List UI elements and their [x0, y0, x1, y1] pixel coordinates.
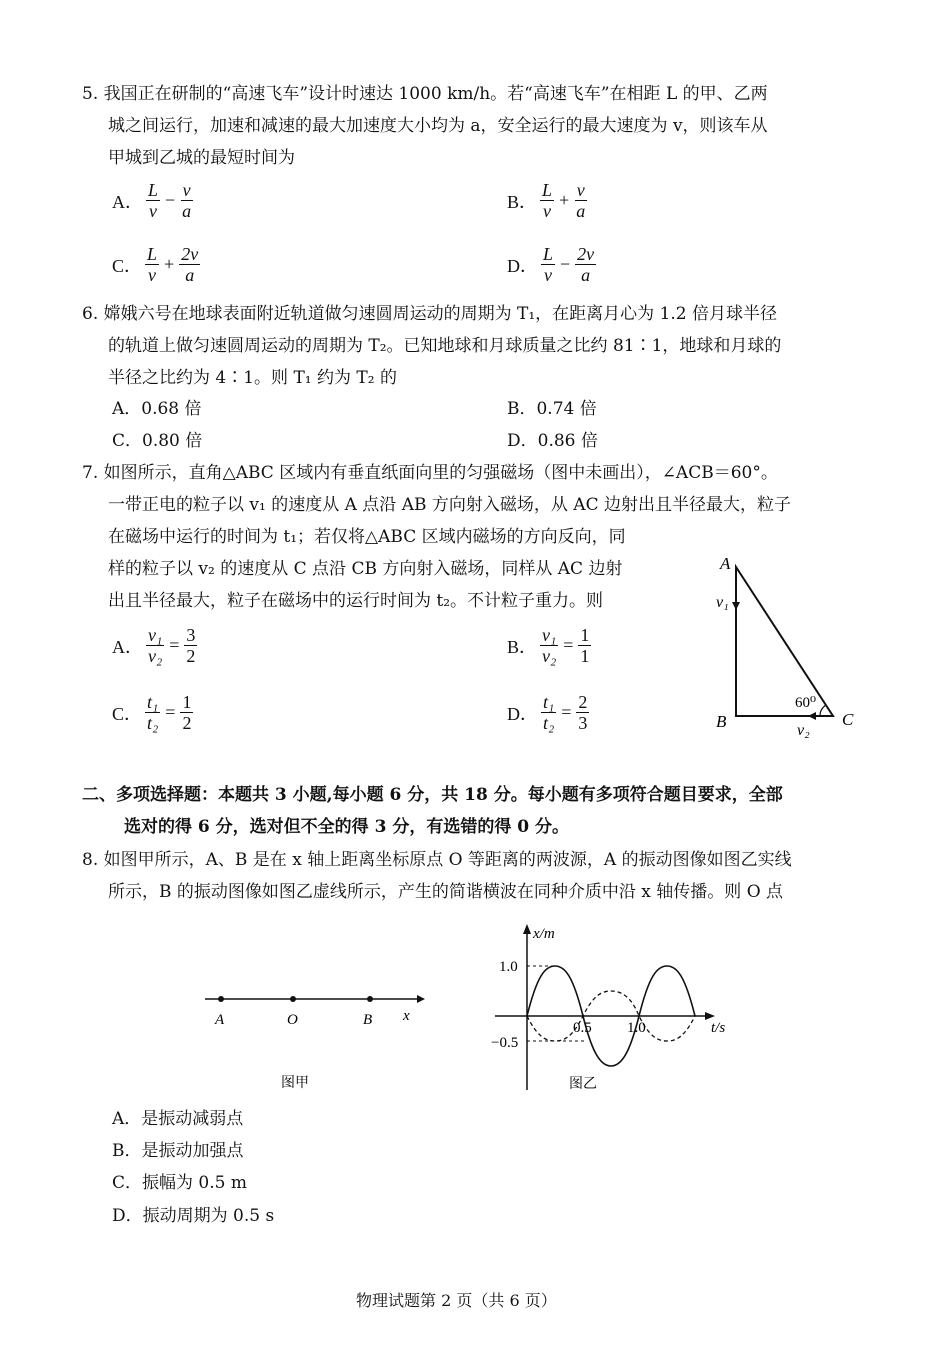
t-axis-arrow [705, 1012, 715, 1020]
q6-option-a[interactable]: A．0.68 倍 [112, 399, 202, 419]
tick-1.0-t: 1.0 [627, 1020, 646, 1036]
q6-line-1: 6. 嫦娥六号在地球表面附近轨道做匀速圆周运动的周期为 T₁，在距离月心为 1.2 倍月球半径 [82, 304, 778, 324]
q8-option-d[interactable]: D．振动周期为 0.5 s [112, 1206, 275, 1226]
q5-line-2: 城之间运行，加速和减速的最大加速度大小均为 a，安全运行的最大速度为 v，则该车从 [108, 116, 768, 136]
page-footer: 物理试题第 2 页（共 6 页） [356, 1291, 557, 1310]
y-axis-arrow [523, 924, 531, 934]
q6-option-c[interactable]: C．0.80 倍 [112, 431, 203, 451]
x-axis-arrow [417, 995, 425, 1003]
point-b [367, 996, 373, 1002]
q7-triangle-figure [700, 550, 880, 770]
q7-line-4: 样的粒子以 v₂ 的速度从 C 点沿 CB 方向射入磁场，同样从 AC 边射 [108, 559, 623, 579]
label-x: x [403, 1008, 410, 1024]
q7-line-5: 出且半径最大，粒子在磁场中的运行时间为 t₂。不计粒子重力。则 [108, 591, 604, 611]
point-o [290, 996, 296, 1002]
q6-line-3: 半径之比约为 4∶1。则 T₁ 约为 T₂ 的 [108, 368, 397, 388]
label-b: B [363, 1012, 373, 1028]
caption-jia: 图甲 [281, 1076, 309, 1091]
q5-option-c[interactable]: C． $\frac{L}{v}$ + $\frac{2v}{a}$ [112, 244, 199, 285]
label-v1: v₁ [716, 594, 729, 611]
caption-yi: 图乙 [569, 1077, 597, 1092]
label-o: O [287, 1012, 298, 1028]
section2-heading-line-1: 二、多项选择题：本题共 3 小题,每小题 6 分，共 18 分。每小题有多项符合题目要求，全部 [82, 785, 783, 805]
q8-line-1: 8. 如图甲所示，A、B 是在 x 轴上距离坐标原点 O 等距离的两波源，A 的振动图像如图乙实线 [82, 850, 792, 870]
label-c: C [842, 710, 854, 729]
label-angle: 60⁰ [795, 695, 817, 711]
triangle-abc [736, 567, 833, 716]
q5-line-3: 甲城到乙城的最短时间为 [108, 148, 295, 168]
label-b: B [716, 712, 727, 731]
arrow-v2-head [808, 712, 816, 720]
q7-line-3: 在磁场中运行的时间为 t₁；若仅将△ABC 区域内磁场的方向反向，同 [108, 527, 626, 547]
q6-option-b[interactable]: B．0.74 倍 [507, 399, 597, 419]
q7-line-2: 一带正电的粒子以 v₁ 的速度从 A 点沿 AB 方向射入磁场，从 AC 边射出且半径最大，粒子 [108, 495, 791, 515]
q7-option-c[interactable]: C． $\frac{\text{t₁}}{\text{t₂}}$ = $\frac{1}{2}$ [112, 692, 192, 733]
q5-option-d[interactable]: D． $\frac{L}{v}$ − $\frac{2v}{a}$ [507, 244, 595, 285]
q6-line-2: 的轨道上做匀速圆周运动的周期为 T₂。已知地球和月球质量之比约 81∶1，地球和月球的 [108, 336, 782, 356]
q7-option-a[interactable]: A． $\frac{\text{v₁}}{\text{v₂}}$ = $\frac{3}{2}$ [112, 625, 196, 666]
label-a: A [720, 554, 731, 573]
q7-line-1: 7. 如图所示，直角△ABC 区域内有垂直纸面向里的匀强磁场（图中未画出），∠ACB＝60°。 [82, 463, 778, 483]
fig-yi [485, 920, 745, 1100]
tick-1.0: 1.0 [499, 959, 518, 975]
tick-0.5: 0.5 [573, 1020, 592, 1036]
q5-option-b[interactable]: B． $\frac{L}{v}$ + $\frac{v}{a}$ [507, 180, 586, 221]
q7-option-d[interactable]: D． $\frac{\text{t₁}}{\text{t₂}}$ = $\frac{2}{3}$ [507, 692, 588, 733]
q5-line-1: 5. 我国正在研制的“高速飞车”设计时速达 1000 km/h。若“高速飞车”在相距 L 的甲、乙两 [82, 84, 768, 104]
q8-line-2: 所示，B 的振动图像如图乙虚线所示，产生的简谐横波在同种介质中沿 x 轴传播。则 O 点 [108, 882, 784, 902]
point-a [218, 996, 224, 1002]
section2-heading-line-2: 选对的得 6 分，选对但不全的得 3 分，有选错的得 0 分。 [124, 817, 569, 837]
label-tlabel: t/s [711, 1020, 726, 1036]
label-v2: v₂ [797, 722, 810, 739]
q8-option-b[interactable]: B．是振动加强点 [112, 1141, 244, 1161]
angle-arc [820, 705, 826, 716]
q6-option-d[interactable]: D．0.86 倍 [507, 431, 598, 451]
fig-jia [195, 975, 435, 1095]
arrow-v1-head [732, 602, 740, 610]
label-ylabel: x/m [533, 926, 555, 942]
q8-option-c[interactable]: C．振幅为 0.5 m [112, 1173, 247, 1193]
q8-option-a[interactable]: A．是振动减弱点 [112, 1109, 244, 1129]
q5-option-a[interactable]: A． $\frac{L}{v}$ − $\frac{v}{a}$ [112, 180, 192, 221]
q7-option-b[interactable]: B． $\frac{\text{v₁}}{\text{v₂}}$ = $\frac{1}{1}$ [507, 625, 590, 666]
tick-neg0.5: −0.5 [491, 1035, 519, 1051]
label-a: A [215, 1012, 225, 1028]
